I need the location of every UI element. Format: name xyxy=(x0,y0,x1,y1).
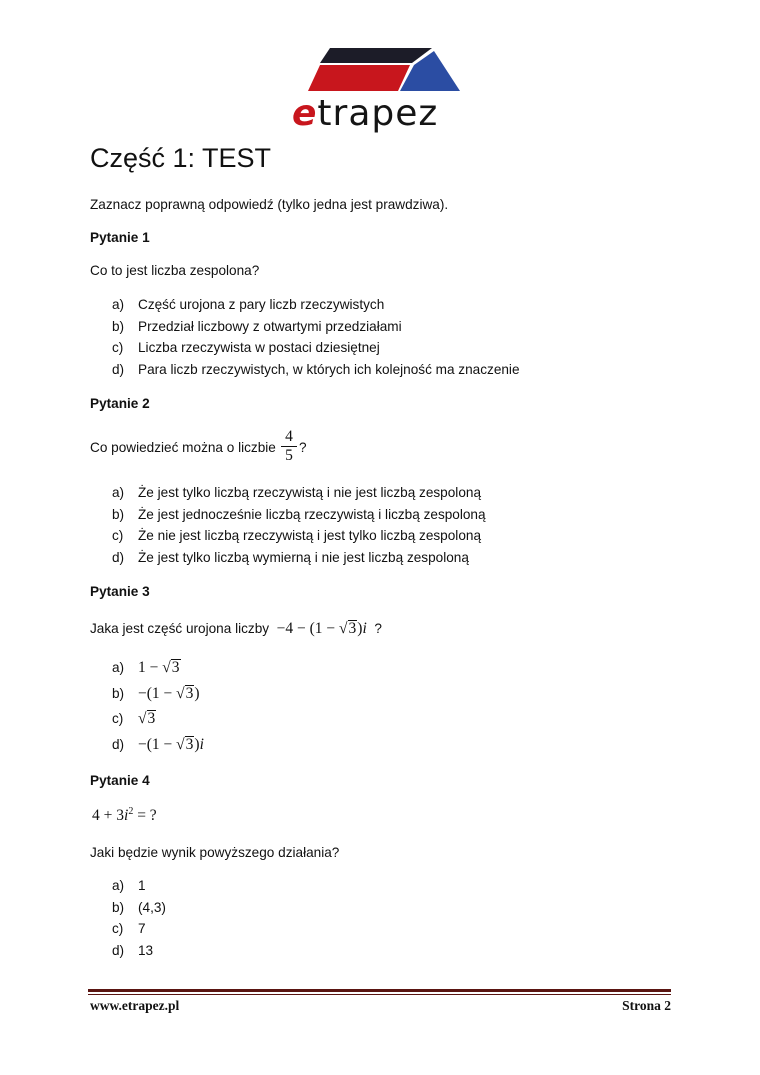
option-text: Liczba rzeczywista w postaci dziesiętnej xyxy=(138,340,380,355)
footer-page-number: Strona 2 xyxy=(622,998,671,1013)
footer-rule-thick xyxy=(88,989,671,992)
question-2-text-after: ? xyxy=(299,440,307,455)
answer-option xyxy=(112,525,486,547)
option-label: b) xyxy=(112,685,125,701)
logo-red-shape xyxy=(308,65,410,91)
fraction-4-5 xyxy=(281,428,297,465)
option-label: b) xyxy=(112,506,125,522)
answer-option xyxy=(112,681,204,707)
option-label: a) xyxy=(112,660,125,675)
logo-roof-shape xyxy=(320,48,432,63)
option-label: b) xyxy=(112,899,125,915)
answer-option xyxy=(112,875,166,897)
answer-option xyxy=(112,504,486,526)
question-1-options xyxy=(112,294,520,380)
footer-rule-thin xyxy=(88,994,671,995)
math-post: ) xyxy=(194,684,200,702)
option-text: Że jest tylko liczbą rzeczywistą i nie jest liczbą zespoloną xyxy=(138,485,482,500)
answer-option xyxy=(112,897,166,919)
expr-imag: i xyxy=(362,620,367,637)
page-title: Część 1: TEST xyxy=(90,143,272,173)
math-pre: −(1 − xyxy=(138,684,177,702)
option-text: Że jest tylko liczbą wymierną i nie jest liczbą zespoloną xyxy=(138,549,469,565)
question-2-heading: Pytanie 2 xyxy=(90,396,150,411)
option-text: 1 xyxy=(138,878,146,893)
option-label: a) xyxy=(112,297,125,312)
option-text: (4,3) xyxy=(138,899,166,915)
etrapez-logo xyxy=(292,45,472,140)
question-4-equation xyxy=(92,806,157,826)
logo-wordmark-e: e xyxy=(292,93,318,134)
option-math: 1 − √3 xyxy=(138,659,180,676)
expr-pre: −4 − (1 − xyxy=(276,620,336,637)
math-root: 3 xyxy=(185,684,194,702)
option-text: 7 xyxy=(138,921,146,936)
math-post: ) xyxy=(194,735,200,753)
eq-pre: 4 + 3 xyxy=(92,807,124,824)
answer-option xyxy=(112,547,486,569)
option-label: a) xyxy=(112,878,125,893)
option-label: d) xyxy=(112,549,125,565)
question-2-text-before: Co powiedzieć można o liczbie xyxy=(90,440,276,455)
option-label: d) xyxy=(112,942,125,958)
question-3-expression: −4 − (1 − √3)i xyxy=(276,620,367,637)
option-math: √3 xyxy=(138,710,156,727)
answer-option xyxy=(112,359,520,381)
option-label: c) xyxy=(112,340,124,355)
trapezoid-logo-graphic xyxy=(292,45,472,95)
question-2-text xyxy=(90,438,276,458)
question-4-text: Jaki będzie wynik powyższego działania? xyxy=(90,845,340,860)
fraction-numerator: 4 xyxy=(281,428,297,447)
question-3-text xyxy=(90,619,382,639)
expr-root: 3 xyxy=(348,620,357,637)
answer-option xyxy=(112,294,520,316)
logo-wordmark xyxy=(292,91,472,137)
eq-exp: 2 xyxy=(128,805,134,817)
option-text: Para liczb rzeczywistych, w których ich kolejność ma znaczenie xyxy=(138,361,520,377)
logo-wordmark-rest: trapez xyxy=(317,93,439,134)
option-label: a) xyxy=(112,485,125,500)
option-text: Że nie jest liczbą rzeczywistą i jest tylko liczbą zespoloną xyxy=(138,528,482,543)
question-4-options xyxy=(112,875,166,961)
answer-option xyxy=(112,918,166,940)
math-pre: −(1 − xyxy=(138,735,177,753)
option-math: −(1 − √3) xyxy=(138,684,200,702)
question-1-text: Co to jest liczba zespolona? xyxy=(90,263,260,278)
question-3-text-before: Jaka jest część urojona liczby xyxy=(90,621,270,636)
option-label: d) xyxy=(112,361,125,377)
answer-option xyxy=(112,316,520,338)
option-label: c) xyxy=(112,528,124,543)
question-2-options xyxy=(112,482,486,568)
option-math: −(1 − √3)i xyxy=(138,735,204,753)
option-text: Część urojona z pary liczb rzeczywistych xyxy=(138,297,385,312)
answer-option xyxy=(112,706,204,732)
question-1-heading: Pytanie 1 xyxy=(90,230,150,245)
eq-post: = ? xyxy=(133,807,157,824)
math-root: 3 xyxy=(147,710,156,727)
option-text: Przedział liczbowy z otwartymi przedziałami xyxy=(138,318,402,334)
answer-option xyxy=(112,655,204,681)
footer-divider xyxy=(88,989,671,995)
instruction-text: Zaznacz poprawną odpowiedź (tylko jedna jest prawdziwa). xyxy=(90,197,449,212)
question-3-heading: Pytanie 3 xyxy=(90,584,150,599)
question-3-text-after: ? xyxy=(374,621,382,636)
option-label: d) xyxy=(112,736,125,752)
option-text: Że jest jednocześnie liczbą rzeczywistą i liczbą zespoloną xyxy=(138,506,486,522)
option-label: b) xyxy=(112,318,125,334)
math-root: 3 xyxy=(185,735,194,753)
answer-option xyxy=(112,482,486,504)
answer-option xyxy=(112,732,204,758)
eq-var: i xyxy=(124,807,129,824)
math-pre: 1 − xyxy=(138,659,163,676)
answer-option xyxy=(112,940,166,962)
option-label: c) xyxy=(112,921,124,936)
math-root: 3 xyxy=(171,659,180,676)
fraction-denominator: 5 xyxy=(285,447,293,464)
question-3-options xyxy=(112,655,204,757)
math-imag: i xyxy=(199,735,204,753)
answer-option xyxy=(112,337,520,359)
question-4-heading: Pytanie 4 xyxy=(90,773,150,788)
expr-post: ) xyxy=(357,620,363,637)
footer-website: www.etrapez.pl xyxy=(90,998,180,1013)
option-label: c) xyxy=(112,711,124,726)
option-text: 13 xyxy=(138,942,154,958)
